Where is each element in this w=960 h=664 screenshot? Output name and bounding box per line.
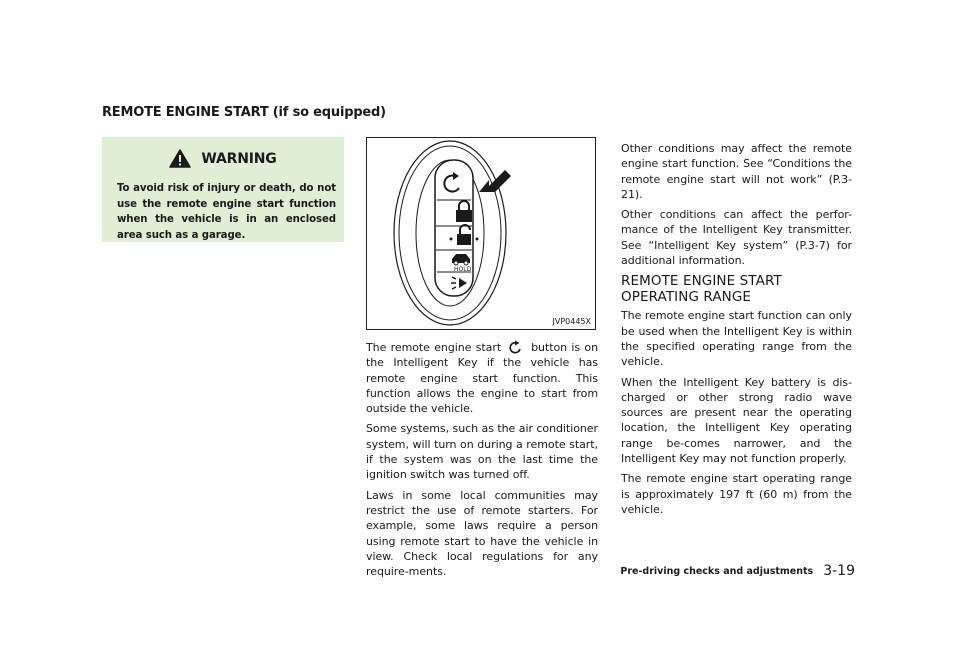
warning-triangle-icon xyxy=(169,149,191,168)
paragraph-key-performance: Other conditions can affect the perfor-mance of the Intelligent Key transmitter. See “Intelligent Key system” (P.3-7) for additional information. xyxy=(621,208,852,268)
section-title: REMOTE ENGINE START (if so equipped) xyxy=(102,105,386,120)
remote-start-icon xyxy=(509,340,523,354)
paragraph-range-distance: The remote engine start operating range is approximately 197 ft (60 m) from the vehicle. xyxy=(621,472,852,516)
paragraph-other-conditions: Other conditions may affect the remote engine start function. See “Conditions the remote engine start will not work” (P.3-21). xyxy=(621,142,852,201)
paragraph-air-conditioner: Some systems, such as the air conditioner system, will turn on during a remote start, if the system was on the last time the ignition switch was turned off. xyxy=(366,422,598,482)
figure-label: JVP0445X xyxy=(552,317,591,326)
paragraph-local-laws: Laws in some local communities may restrict the use of remote starters. For example, some laws require a person using remote start to have the vehicle in view. Check local regulations for any require-ments. xyxy=(366,488,598,579)
paragraph-battery: When the Intelligent Key battery is dis-charged or other strong radio wave sources are present near the operating location, the Intelligent Key operating range be-comes narrower, and the Intelligent Key may not function properly. xyxy=(621,375,852,466)
chapter-title: Pre-driving checks and adjustments xyxy=(620,566,814,577)
page-number: 3-19 xyxy=(823,563,855,579)
paragraph-operating-range: The remote engine start function can only be used when the Intelligent Key is within the specified operating range from the vehicle. xyxy=(621,309,852,369)
key-fob-figure xyxy=(366,137,596,330)
warning-header xyxy=(102,149,344,168)
warning-text: To avoid risk of injury or death, do not use the remote engine start function when the vehicle is in an enclosed area such as a garage. xyxy=(117,183,336,241)
warning-box xyxy=(102,137,344,242)
warning-label: WARNING xyxy=(201,151,277,167)
pointer-arrow-icon xyxy=(479,170,511,192)
right-column xyxy=(621,141,852,522)
page-footer xyxy=(620,563,855,579)
intelligent-key-illustration xyxy=(367,138,595,329)
operating-range-heading: REMOTE ENGINE START OPERATING RANGE xyxy=(621,273,782,306)
hold-label: HOLD xyxy=(454,266,472,273)
middle-column xyxy=(366,340,598,584)
paragraph-remote-start-button: The remote engine start button is on the Intelligent Key if the vehicle has remote engine start function. This function allows the engine to start from outside the vehicle. xyxy=(366,341,598,416)
